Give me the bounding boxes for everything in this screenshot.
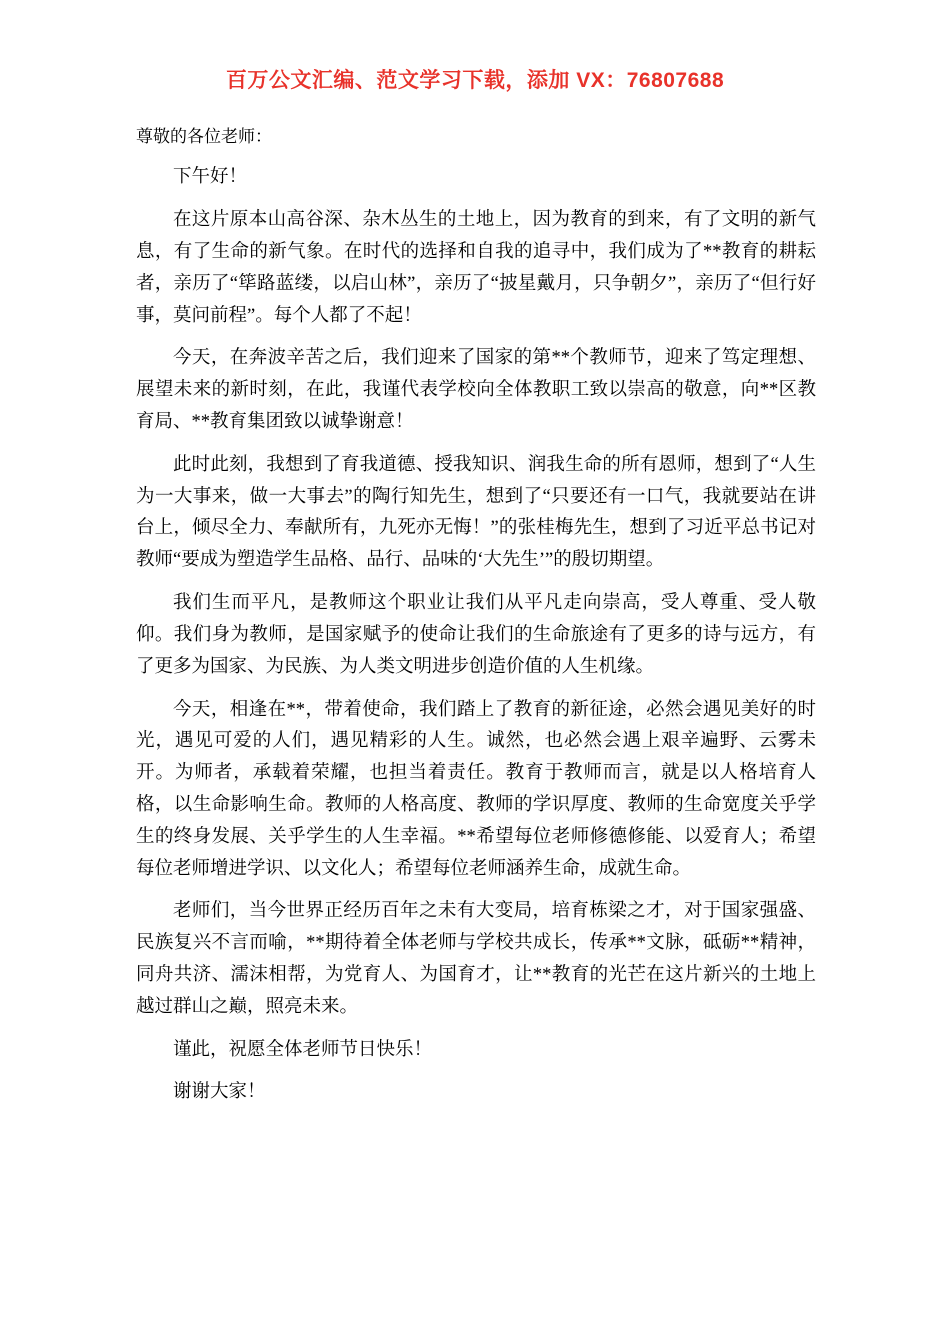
paragraph-6: 老师们，当今世界正经历百年之未有大变局，培育栋梁之才，对于国家强盛、民族复兴不言而喻，**期待着全体老师与学校共成长，传承**文脉，砥砺**精神，同舟共济、濡沫相帮，为党育人、为国育才，让**教育的光芒在这片新兴的土地上越过群山之巅，照亮未来。 bbox=[136, 901, 816, 1017]
paragraph-5: 今天，相逢在**，带着使命，我们踏上了教育的新征途，必然会遇见美好的时光，遇见可爱的人们，遇见精彩的人生。诚然，也必然会遇上艰辛遍野、云雾未开。为师者，承载着荣耀，也担当着责任。教育于教师而言，就是以人格培育人格，以生命影响生命。教师的人格高度、教师的学识厚度、教师的生命宽度关乎学生的终身发展、关乎学生的人生幸福。**希望每位老师修德修能、以爱育人；希望每位老师增进学识、以文化人；希望每位老师涵养生命，成就生命。 bbox=[136, 699, 816, 879]
salutation-line: 尊敬的各位老师： bbox=[136, 127, 272, 146]
document-body bbox=[136, 124, 816, 1120]
paragraph-2: 今天，在奔波辛苦之后，我们迎来了国家的第**个教师节，迎来了笃定理想、展望未来的新时刻，在此，我谨代表学校向全体教职工致以崇高的敬意，向**区教育局、**教育集团致以诚挚谢意！ bbox=[136, 348, 816, 433]
paragraph-1: 在这片原本山高谷深、杂木丛生的土地上，因为教育的到来，有了文明的新气息，有了生命的新气象。在时代的选择和自我的追寻中，我们成为了**教育的耕耘者，亲历了“筚路蓝缕，以启山林”，亲历了“披星戴月，只争朝夕”，亲历了“但行好事，莫问前程”。每个人都了不起！ bbox=[136, 210, 816, 326]
promo-banner-text: 百万公文汇编、范文学习下载，添加 VX：76807688 bbox=[225, 69, 725, 92]
paragraph-thanks: 谢谢大家！ bbox=[173, 1082, 266, 1103]
paragraph-closing-wish: 谨此，祝愿全体老师节日快乐！ bbox=[173, 1039, 433, 1060]
paragraph-3: 此时此刻，我想到了育我道德、授我知识、润我生命的所有恩师，想到了“人生为一大事来，做一大事去”的陶行知先生，想到了“只要还有一口气，我就要站在讲台上，倾尽全力、奉献所有，九死亦无悔！”的张桂梅先生，想到了习近平总书记对教师“要成为塑造学生品格、品行、品味的‘大先生’”的殷切期望。 bbox=[136, 454, 816, 571]
paragraph-4: 我们生而平凡，是教师这个职业让我们从平凡走向崇高，受人尊重、受人敬仰。我们身为教师，是国家赋予的使命让我们的生命旅途有了更多的诗与远方，有了更多为国家、为民族、为人类文明进步创造价值的人生机缘。 bbox=[136, 593, 816, 677]
paragraph-greeting: 下午好！ bbox=[173, 167, 248, 188]
